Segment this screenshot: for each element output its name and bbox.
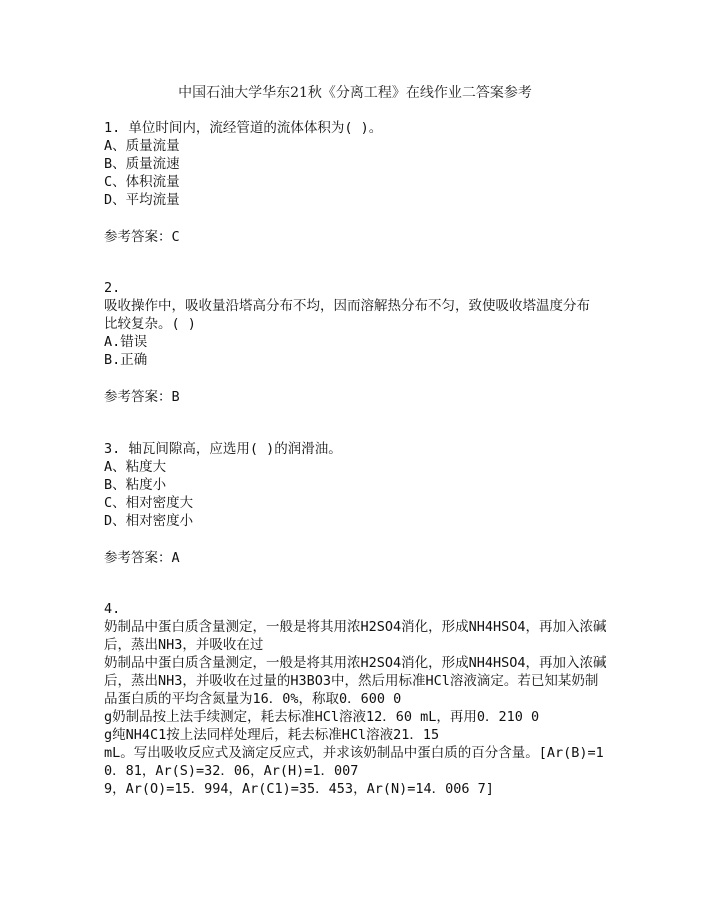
- q4-line-6: g奶制品按上法手续测定，耗去标准HCl溶液12．60 mL，再用0．210 0: [104, 709, 540, 725]
- q4-line-5: 品蛋白质的平均含氮量为16．0%，称取0．600 0: [104, 691, 402, 707]
- document-title: 中国石油大学华东21秋《分离工程》在线作业二答案参考: [178, 85, 532, 101]
- q4-line-3: 奶制品中蛋白质含量测定，一般是将其用浓H2SO4消化，形成NH4HSO4，再加入浓碱: [104, 655, 607, 671]
- q2-answer: 参考答案：B: [104, 389, 180, 405]
- q3-option-d: D、相对密度小: [104, 513, 194, 529]
- q1-option-a: A、质量流量: [104, 138, 180, 154]
- q4-number: 4.: [104, 601, 121, 617]
- q2-number: 2.: [104, 280, 121, 296]
- q3-option-c: C、相对密度大: [104, 495, 194, 511]
- q2-option-a: A.错误: [104, 334, 148, 350]
- q2-stem-line-1: 吸收操作中，吸收量沿塔高分布不均，因而溶解热分布不匀，致使吸收塔温度分布: [104, 298, 590, 314]
- q4-line-2: 后，蒸出NH3，并吸收在过: [104, 637, 264, 653]
- q4-line-7: g纯NH4C1按上法同样处理后，耗去标准HCl溶液21．15: [104, 727, 440, 743]
- q1-option-d: D、平均流量: [104, 192, 180, 208]
- q1-option-c: C、体积流量: [104, 174, 180, 190]
- q4-line-4: 后，蒸出NH3，并吸收在过量的H3BO3中，然后用标准HCl溶液滴定。若已知某奶制: [104, 673, 599, 689]
- q3-stem: 3. 轴瓦间隙高，应选用( )的润滑油。: [104, 441, 342, 457]
- q2-option-b: B.正确: [104, 352, 148, 368]
- q2-stem-line-2: 比较复杂。( ): [104, 316, 196, 332]
- q3-option-b: B、粘度小: [104, 477, 167, 493]
- q3-answer: 参考答案：A: [104, 550, 180, 566]
- q1-answer: 参考答案：C: [104, 229, 180, 245]
- q1-option-b: B、质量流速: [104, 156, 180, 172]
- q4-line-9: 0．81，Ar(S)=32．06，Ar(H)=1．007: [104, 763, 359, 779]
- q3-option-a: A、粘度大: [104, 459, 167, 475]
- q4-line-10: 9，Ar(O)=15．994，Ar(C1)=35．453，Ar(N)=14．006 7]: [104, 781, 494, 797]
- q4-line-8: mL。写出吸收反应式及滴定反应式，并求该奶制品中蛋白质的百分含量。[Ar(B)=1: [104, 745, 604, 761]
- q4-line-1: 奶制品中蛋白质含量测定，一般是将其用浓H2SO4消化，形成NH4HSO4，再加入浓碱: [104, 619, 607, 635]
- q1-stem: 1. 单位时间内，流经管道的流体体积为( )。: [104, 120, 383, 136]
